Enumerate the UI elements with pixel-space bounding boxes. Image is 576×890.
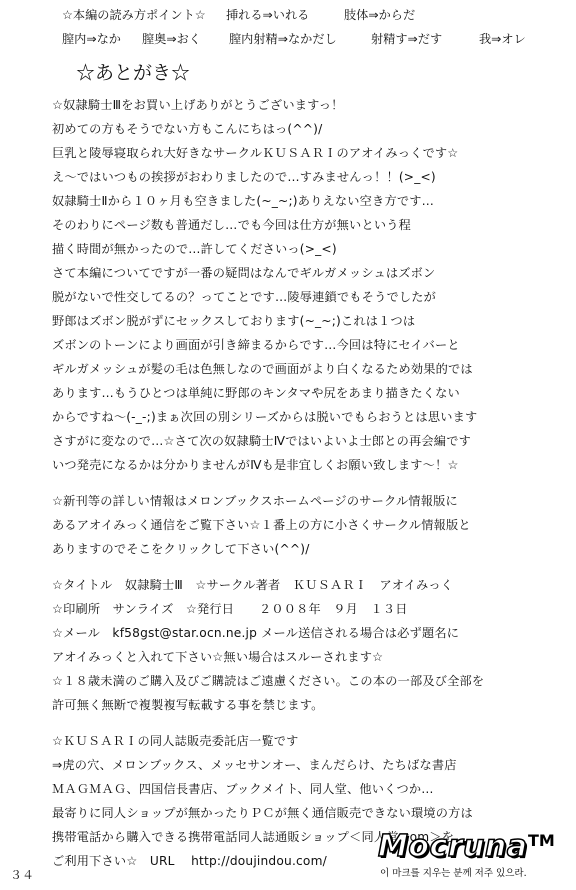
reading-point-dasu: 射精す⇒だす [371, 32, 443, 46]
text-line: ＭＡＧＭＡＧ、四国信長書店、ブックメイト、同人堂、他いくつか… [52, 782, 434, 796]
text-line: 携帯電話から購入できる携帯電話同人誌通販ショップ＜同人堂.com＞を [52, 830, 455, 844]
colophon-title-line: ☆タイトル 奴隷騎士Ⅲ ☆サークル著者 ＫＵＳＡＲＩ アオイみっく [52, 578, 454, 592]
text-line: ☆ＫＵＳＡＲＩの同人誌販売委託店一覧です [52, 734, 299, 748]
text-line: 奴隷騎士Ⅱから１０ヶ月も空きました(~_~;)ありえない空き方です… [52, 194, 434, 208]
text-line: 最寄りに同人ショップが無かったりＰＣが無く通信販売できない環境の方は [52, 806, 473, 820]
text-line: 描く時間が無かったので…許してくださいっ(>_<) [52, 242, 337, 256]
url-line: ご利用下さい☆ URL http://doujindou.com/ [52, 854, 327, 868]
watermark-note: 이 마크를 지우는 분께 저주 있으라. [380, 868, 527, 879]
watermark-logo: Mocruna [378, 829, 528, 864]
text-line: アオイみっくと入れて下さい☆無い場合はスルーされます☆ [52, 650, 384, 664]
text-line: ☆新刊等の詳しい情報はメロンブックスホームページのサークル情報版に [52, 494, 458, 508]
text-line: 野郎はズボン脱がずにセックスしております(~_~;)これは１つは [52, 314, 416, 328]
page-number: ３４ [10, 868, 35, 882]
reading-point-ireru: 挿れる⇒いれる [226, 8, 310, 22]
text-line: 許可無く無断で複製複写転載する事を禁じます。 [52, 698, 324, 712]
reading-point-ore: 我⇒オレ [479, 32, 526, 46]
watermark [378, 830, 574, 888]
reading-points-heading: ☆本編の読み方ポイント☆ [62, 8, 206, 22]
text-line: さすがに変なので…☆さて次の奴隷騎士Ⅳではいよいよ士郎との再会編です [52, 434, 471, 448]
reading-point-nakadashi: 膣内射精⇒なかだし [229, 32, 337, 46]
text-line: 初めての方もそうでない方もこんにちはっ(^^)/ [52, 122, 323, 136]
text-line: ズボンのトーンにより画面が引き締まるからです…今回は特にセイバーと [52, 338, 460, 352]
text-line: 巨乳と陵辱寝取られ大好きなサークルＫＵＳＡＲＩのアオイみっくです☆ [52, 146, 459, 160]
text-line: ありますのでそこをクリックして下さい(^^)/ [52, 542, 310, 556]
afterword-title: ☆あとがき☆ [76, 62, 191, 84]
watermark-tm: TM [528, 831, 555, 850]
text-line: え～ではいつもの挨拶がおわりましたので…すみませんっ！！(>_<) [52, 170, 436, 184]
text-line: ギルガメッシュが髪の毛は色無しなので画面がより白くなるため効果的では [52, 362, 473, 376]
text-line: さて本編についてですが一番の疑問はなんでギルガメッシュはズボン [52, 266, 436, 280]
text-line: いつ発売になるかは分かりませんがⅣも是非宜しくお願い致します～！☆ [52, 458, 459, 472]
colophon-mail-line: ☆メール kf58gst@star.ocn.ne.jp メール送信される場合は必ず題名に [52, 626, 460, 640]
text-line: そのわりにページ数も普通だし…でも今回は仕方が無いという程 [52, 218, 411, 232]
colophon-print-line: ☆印刷所 サンライズ ☆発行日 ２００８年 ９月 １３日 [52, 602, 408, 616]
reading-point-naka: 膣内⇒なか [62, 32, 121, 46]
text-line: 脱がないで性交してるの？ってことです…陵辱連鎖でもそうでしたが [52, 290, 437, 304]
text-line: からですね～(-_-;)まぁ次回の別シリーズからは脱いでもらおうとは思います [52, 410, 478, 424]
text-line: あります…もうひとつは単純に野郎のキンタマや尻をあまり描きたくない [52, 386, 460, 400]
text-line: ⇒虎の穴、メロンブックス、メッセサンオー、まんだらけ、たちばな書店 [52, 758, 457, 772]
reading-point-karada: 肢体⇒からだ [344, 8, 416, 22]
text-line: あるアオイみっく通信をご覧下さい☆１番上の方に小さくサークル情報版と [52, 518, 471, 532]
reading-point-oku: 膣奥⇒おく [142, 32, 201, 46]
text-line: ☆奴隷騎士Ⅲをお買い上げありがとうございますっ！ [52, 98, 344, 112]
age-notice-line: ☆１８歳未満のご購入及びご購読はご遠慮ください。この本の一部及び全部を [52, 674, 485, 688]
